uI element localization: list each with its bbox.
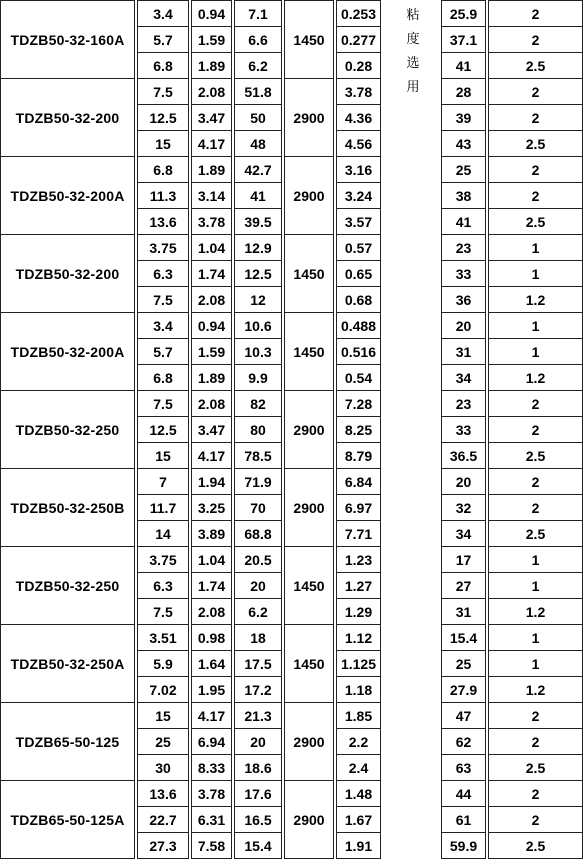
head-cell: 82 <box>234 390 282 417</box>
flow-m3h-cell: 7 <box>137 468 189 495</box>
flow-m3h-cell: 12.5 <box>137 104 189 131</box>
efficiency-cell: 43 <box>441 130 486 157</box>
efficiency-cell: 25.9 <box>441 0 486 27</box>
head-cell: 68.8 <box>234 520 282 547</box>
head-cell: 20.5 <box>234 546 282 573</box>
head-cell: 10.3 <box>234 338 282 365</box>
flow-ls-cell: 3.14 <box>191 182 232 209</box>
npsh-cell: 2 <box>488 702 583 729</box>
power-cell: 8.25 <box>336 416 381 443</box>
efficiency-cell: 25 <box>441 650 486 677</box>
npsh-cell: 2 <box>488 390 583 417</box>
power-cell: 7.71 <box>336 520 381 547</box>
head-cell: 20 <box>234 572 282 599</box>
head-cell: 71.9 <box>234 468 282 495</box>
efficiency-cell: 33 <box>441 260 486 287</box>
flow-ls-cell: 4.17 <box>191 442 232 469</box>
npsh-cell: 2 <box>488 416 583 443</box>
model-cell: TDZB50-32-250B <box>0 468 135 547</box>
head-cell: 41 <box>234 182 282 209</box>
efficiency-cell: 20 <box>441 468 486 495</box>
flow-m3h-cell: 6.8 <box>137 52 189 79</box>
flow-ls-cell: 1.89 <box>191 52 232 79</box>
npsh-cell: 1 <box>488 260 583 287</box>
flow-ls-cell: 7.58 <box>191 832 232 859</box>
flow-ls-cell: 8.33 <box>191 754 232 781</box>
npsh-cell: 2.5 <box>488 52 583 79</box>
flow-ls-cell: 3.47 <box>191 416 232 443</box>
efficiency-cell: 62 <box>441 728 486 755</box>
npsh-cell: 1.2 <box>488 598 583 625</box>
flow-m3h-cell: 13.6 <box>137 208 189 235</box>
efficiency-cell: 28 <box>441 78 486 105</box>
efficiency-cell: 61 <box>441 806 486 833</box>
flow-ls-cell: 0.98 <box>191 624 232 651</box>
flow-ls-cell: 2.08 <box>191 286 232 313</box>
head-cell: 6.6 <box>234 26 282 53</box>
head-cell: 48 <box>234 130 282 157</box>
npsh-cell: 1 <box>488 650 583 677</box>
head-cell: 7.1 <box>234 0 282 27</box>
npsh-cell: 1.2 <box>488 364 583 391</box>
power-cell: 0.54 <box>336 364 381 391</box>
power-cell: 1.91 <box>336 832 381 859</box>
head-cell: 18.6 <box>234 754 282 781</box>
head-cell: 6.2 <box>234 598 282 625</box>
npsh-cell: 2.5 <box>488 754 583 781</box>
npsh-cell: 1 <box>488 546 583 573</box>
flow-m3h-cell: 6.8 <box>137 156 189 183</box>
flow-m3h-cell: 5.7 <box>137 338 189 365</box>
efficiency-cell: 32 <box>441 494 486 521</box>
npsh-cell: 2.5 <box>488 520 583 547</box>
flow-ls-cell: 1.94 <box>191 468 232 495</box>
flow-m3h-cell: 3.51 <box>137 624 189 651</box>
head-cell: 39.5 <box>234 208 282 235</box>
efficiency-cell: 59.9 <box>441 832 486 859</box>
flow-ls-cell: 0.94 <box>191 0 232 27</box>
npsh-cell: 2 <box>488 728 583 755</box>
flow-ls-cell: 1.74 <box>191 572 232 599</box>
power-cell: 0.488 <box>336 312 381 339</box>
viscosity-note-char: 用 <box>406 80 420 95</box>
npsh-cell: 1.2 <box>488 676 583 703</box>
npsh-cell: 1 <box>488 312 583 339</box>
head-cell: 21.3 <box>234 702 282 729</box>
flow-ls-cell: 2.08 <box>191 598 232 625</box>
npsh-cell: 2 <box>488 468 583 495</box>
flow-m3h-cell: 14 <box>137 520 189 547</box>
viscosity-note <box>396 0 430 114</box>
efficiency-cell: 23 <box>441 234 486 261</box>
head-cell: 17.6 <box>234 780 282 807</box>
power-cell: 0.57 <box>336 234 381 261</box>
efficiency-cell: 33 <box>441 416 486 443</box>
flow-ls-cell: 2.08 <box>191 78 232 105</box>
head-cell: 16.5 <box>234 806 282 833</box>
flow-m3h-cell: 25 <box>137 728 189 755</box>
power-cell: 1.29 <box>336 598 381 625</box>
speed-cell: 2900 <box>284 156 334 235</box>
speed-cell: 2900 <box>284 702 334 781</box>
efficiency-cell: 36 <box>441 286 486 313</box>
viscosity-note-char: 粘 <box>406 8 420 23</box>
flow-m3h-cell: 6.8 <box>137 364 189 391</box>
flow-ls-cell: 1.74 <box>191 260 232 287</box>
npsh-cell: 1 <box>488 624 583 651</box>
flow-m3h-cell: 27.3 <box>137 832 189 859</box>
flow-m3h-cell: 22.7 <box>137 806 189 833</box>
model-cell: TDZB50-32-250 <box>0 546 135 625</box>
flow-m3h-cell: 7.5 <box>137 286 189 313</box>
power-cell: 3.78 <box>336 78 381 105</box>
head-cell: 10.6 <box>234 312 282 339</box>
efficiency-cell: 34 <box>441 520 486 547</box>
speed-cell: 2900 <box>284 780 334 859</box>
speed-cell: 1450 <box>284 234 334 313</box>
efficiency-cell: 63 <box>441 754 486 781</box>
power-cell: 0.68 <box>336 286 381 313</box>
flow-m3h-cell: 7.5 <box>137 390 189 417</box>
head-cell: 70 <box>234 494 282 521</box>
head-cell: 20 <box>234 728 282 755</box>
flow-m3h-cell: 15 <box>137 702 189 729</box>
efficiency-cell: 15.4 <box>441 624 486 651</box>
flow-m3h-cell: 3.4 <box>137 312 189 339</box>
flow-m3h-cell: 3.4 <box>137 0 189 27</box>
npsh-cell: 2 <box>488 78 583 105</box>
efficiency-cell: 17 <box>441 546 486 573</box>
head-cell: 12.9 <box>234 234 282 261</box>
flow-ls-cell: 3.47 <box>191 104 232 131</box>
efficiency-cell: 41 <box>441 52 486 79</box>
flow-ls-cell: 3.25 <box>191 494 232 521</box>
flow-m3h-cell: 7.5 <box>137 598 189 625</box>
npsh-cell: 2 <box>488 104 583 131</box>
efficiency-cell: 44 <box>441 780 486 807</box>
flow-m3h-cell: 6.3 <box>137 260 189 287</box>
model-cell: TDZB50-32-200A <box>0 312 135 391</box>
head-cell: 15.4 <box>234 832 282 859</box>
flow-ls-cell: 2.08 <box>191 390 232 417</box>
flow-ls-cell: 4.17 <box>191 130 232 157</box>
power-cell: 0.253 <box>336 0 381 27</box>
power-cell: 3.57 <box>336 208 381 235</box>
speed-cell: 1450 <box>284 312 334 391</box>
speed-cell: 2900 <box>284 468 334 547</box>
head-cell: 51.8 <box>234 78 282 105</box>
power-cell: 0.65 <box>336 260 381 287</box>
speed-cell: 1450 <box>284 0 334 79</box>
flow-ls-cell: 0.94 <box>191 312 232 339</box>
viscosity-note-char: 度 <box>406 32 420 47</box>
model-cell: TDZB50-32-200 <box>0 78 135 157</box>
model-cell: TDZB50-32-160A <box>0 0 135 79</box>
efficiency-cell: 41 <box>441 208 486 235</box>
power-cell: 1.67 <box>336 806 381 833</box>
flow-m3h-cell: 12.5 <box>137 416 189 443</box>
flow-ls-cell: 1.64 <box>191 650 232 677</box>
power-cell: 1.18 <box>336 676 381 703</box>
power-cell: 6.84 <box>336 468 381 495</box>
flow-m3h-cell: 11.3 <box>137 182 189 209</box>
npsh-cell: 2 <box>488 182 583 209</box>
efficiency-cell: 34 <box>441 364 486 391</box>
speed-cell: 2900 <box>284 78 334 157</box>
head-cell: 9.9 <box>234 364 282 391</box>
efficiency-cell: 27 <box>441 572 486 599</box>
head-cell: 17.5 <box>234 650 282 677</box>
head-cell: 42.7 <box>234 156 282 183</box>
power-cell: 4.56 <box>336 130 381 157</box>
npsh-cell: 1 <box>488 338 583 365</box>
head-cell: 80 <box>234 416 282 443</box>
efficiency-cell: 31 <box>441 338 486 365</box>
viscosity-note-char: 选 <box>406 56 420 71</box>
flow-ls-cell: 1.89 <box>191 156 232 183</box>
flow-ls-cell: 1.59 <box>191 26 232 53</box>
efficiency-cell: 20 <box>441 312 486 339</box>
power-cell: 6.97 <box>336 494 381 521</box>
flow-ls-cell: 3.78 <box>191 208 232 235</box>
npsh-cell: 1 <box>488 234 583 261</box>
efficiency-cell: 47 <box>441 702 486 729</box>
speed-cell: 1450 <box>284 624 334 703</box>
power-cell: 1.125 <box>336 650 381 677</box>
npsh-cell: 2.5 <box>488 832 583 859</box>
npsh-cell: 1 <box>488 572 583 599</box>
power-cell: 0.277 <box>336 26 381 53</box>
efficiency-cell: 37.1 <box>441 26 486 53</box>
power-cell: 0.516 <box>336 338 381 365</box>
efficiency-cell: 38 <box>441 182 486 209</box>
power-cell: 3.16 <box>336 156 381 183</box>
npsh-cell: 2 <box>488 494 583 521</box>
head-cell: 78.5 <box>234 442 282 469</box>
model-cell: TDZB50-32-200 <box>0 234 135 313</box>
head-cell: 18 <box>234 624 282 651</box>
efficiency-cell: 27.9 <box>441 676 486 703</box>
flow-ls-cell: 6.31 <box>191 806 232 833</box>
power-cell: 7.28 <box>336 390 381 417</box>
flow-ls-cell: 1.04 <box>191 546 232 573</box>
flow-m3h-cell: 11.7 <box>137 494 189 521</box>
flow-m3h-cell: 13.6 <box>137 780 189 807</box>
npsh-cell: 2 <box>488 0 583 27</box>
flow-m3h-cell: 15 <box>137 130 189 157</box>
flow-m3h-cell: 7.02 <box>137 676 189 703</box>
npsh-cell: 2 <box>488 806 583 833</box>
efficiency-cell: 39 <box>441 104 486 131</box>
flow-ls-cell: 3.89 <box>191 520 232 547</box>
npsh-cell: 2.5 <box>488 130 583 157</box>
flow-m3h-cell: 7.5 <box>137 78 189 105</box>
power-cell: 1.85 <box>336 702 381 729</box>
efficiency-cell: 23 <box>441 390 486 417</box>
model-cell: TDZB50-32-250 <box>0 390 135 469</box>
model-cell: TDZB65-50-125 <box>0 702 135 781</box>
flow-ls-cell: 1.95 <box>191 676 232 703</box>
flow-ls-cell: 1.89 <box>191 364 232 391</box>
head-cell: 12.5 <box>234 260 282 287</box>
npsh-cell: 2 <box>488 156 583 183</box>
npsh-cell: 1.2 <box>488 286 583 313</box>
model-cell: TDZB50-32-250A <box>0 624 135 703</box>
efficiency-cell: 36.5 <box>441 442 486 469</box>
model-cell: TDZB65-50-125A <box>0 780 135 859</box>
npsh-cell: 2.5 <box>488 442 583 469</box>
npsh-cell: 2 <box>488 780 583 807</box>
speed-cell: 1450 <box>284 546 334 625</box>
flow-m3h-cell: 3.75 <box>137 234 189 261</box>
flow-ls-cell: 4.17 <box>191 702 232 729</box>
power-cell: 4.36 <box>336 104 381 131</box>
flow-m3h-cell: 6.3 <box>137 572 189 599</box>
efficiency-cell: 31 <box>441 598 486 625</box>
flow-m3h-cell: 15 <box>137 442 189 469</box>
head-cell: 6.2 <box>234 52 282 79</box>
flow-m3h-cell: 5.7 <box>137 26 189 53</box>
head-cell: 50 <box>234 104 282 131</box>
head-cell: 12 <box>234 286 282 313</box>
efficiency-cell: 25 <box>441 156 486 183</box>
npsh-cell: 2.5 <box>488 208 583 235</box>
power-cell: 1.48 <box>336 780 381 807</box>
power-cell: 8.79 <box>336 442 381 469</box>
power-cell: 1.23 <box>336 546 381 573</box>
power-cell: 2.4 <box>336 754 381 781</box>
flow-ls-cell: 6.94 <box>191 728 232 755</box>
speed-cell: 2900 <box>284 390 334 469</box>
head-cell: 17.2 <box>234 676 282 703</box>
power-cell: 0.28 <box>336 52 381 79</box>
power-cell: 1.12 <box>336 624 381 651</box>
flow-ls-cell: 1.59 <box>191 338 232 365</box>
npsh-cell: 2 <box>488 26 583 53</box>
flow-m3h-cell: 5.9 <box>137 650 189 677</box>
flow-ls-cell: 3.78 <box>191 780 232 807</box>
power-cell: 2.2 <box>336 728 381 755</box>
flow-ls-cell: 1.04 <box>191 234 232 261</box>
power-cell: 3.24 <box>336 182 381 209</box>
power-cell: 1.27 <box>336 572 381 599</box>
model-cell: TDZB50-32-200A <box>0 156 135 235</box>
flow-m3h-cell: 3.75 <box>137 546 189 573</box>
flow-m3h-cell: 30 <box>137 754 189 781</box>
